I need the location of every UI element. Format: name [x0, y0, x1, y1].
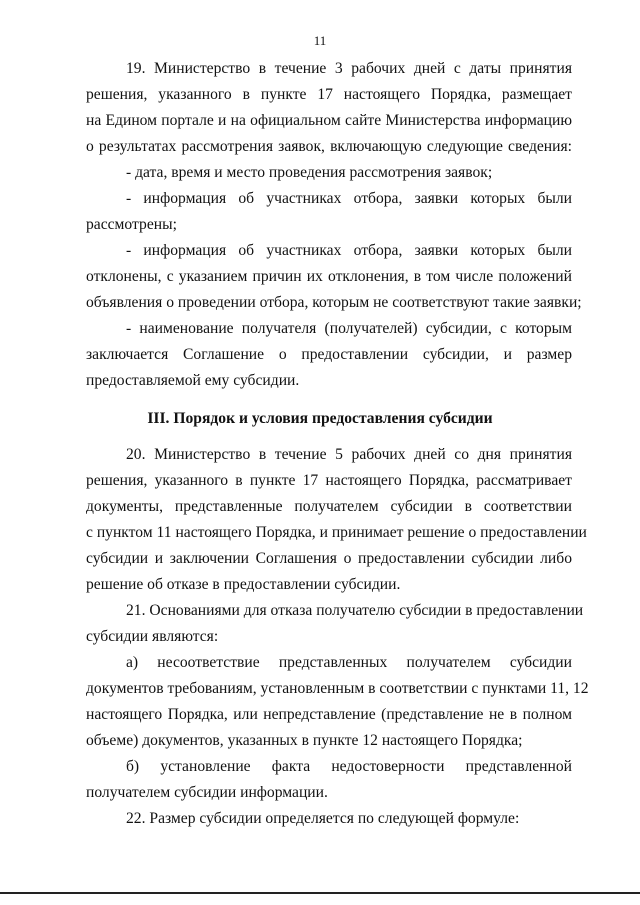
list-item-line: рассмотрены; [86, 216, 177, 233]
list-item-line: - информация об участниках отбора, заявки которых были [126, 190, 572, 207]
page-bottom-divider [0, 892, 640, 894]
text-line: решение об отказе в предоставлении субсидии. [86, 576, 401, 593]
text-line: 20. Министерство в течение 5 рабочих дней со дня принятия [126, 446, 572, 463]
list-item-line: заключается Соглашение о предоставлении субсидии, и размер [86, 346, 572, 363]
text-line: субсидии являются: [86, 628, 219, 645]
text-line: субсидии и заключении Соглашения о предоставлении субсидии либо [86, 550, 572, 567]
text-line: о результатах рассмотрения заявок, включающую следующие сведения: [86, 138, 572, 155]
list-item-line: б) установление факта недостоверности представленной [126, 758, 572, 775]
paragraph-block-results [86, 56, 582, 394]
list-item-line: - наименование получателя (получателей) субсидии, с которым [126, 320, 572, 337]
section-heading: III. Порядок и условия предоставления субсидии [147, 410, 493, 427]
list-item-line: документов требованиям, установленным в соответствии с пунктами 11, 12 [86, 680, 589, 697]
text-line: 22. Размер субсидии определяется по следующей формуле: [126, 810, 520, 827]
paragraph-block-procedure [86, 442, 589, 832]
list-item-line: получателем субсидии информации. [86, 784, 328, 801]
text-line: решения, указанного в пункте 17 настоящего Порядка, рассматривает [86, 472, 572, 489]
list-item-line: - информация об участниках отбора, заявки которых были [126, 242, 572, 259]
text-line: 19. Министерство в течение 3 рабочих дней с даты принятия [126, 60, 572, 77]
list-item-line: объявления о проведении отбора, которым не соответствуют такие заявки; [86, 294, 582, 311]
list-item-line: - дата, время и место проведения рассмотрения заявок; [126, 164, 493, 181]
text-line: решения, указанного в пункте 17 настоящего Порядка, размещает [86, 86, 572, 103]
page-number: 11 [313, 33, 327, 48]
list-item-line: а) несоответствие представленных получателем субсидии [126, 654, 572, 671]
text-line: 21. Основаниями для отказа получателю субсидии в предоставлении [126, 602, 584, 619]
list-item-line: отклонены, с указанием причин их отклонения, в том числе положений [86, 268, 572, 285]
text-line: документы, представленные получателем субсидии в соответствии [86, 498, 572, 515]
text-line: с пунктом 11 настоящего Порядка, и принимает решение о предоставлении [86, 524, 587, 541]
list-item-line: настоящего Порядка, или непредставление (представление не в полном [86, 706, 572, 723]
list-item-line: объеме) документов, указанных в пункте 12 настоящего Порядка; [86, 732, 523, 749]
text-line: на Едином портале и на официальном сайте Министерства информацию [86, 112, 572, 129]
list-item-line: предоставляемой ему субсидии. [86, 372, 300, 389]
